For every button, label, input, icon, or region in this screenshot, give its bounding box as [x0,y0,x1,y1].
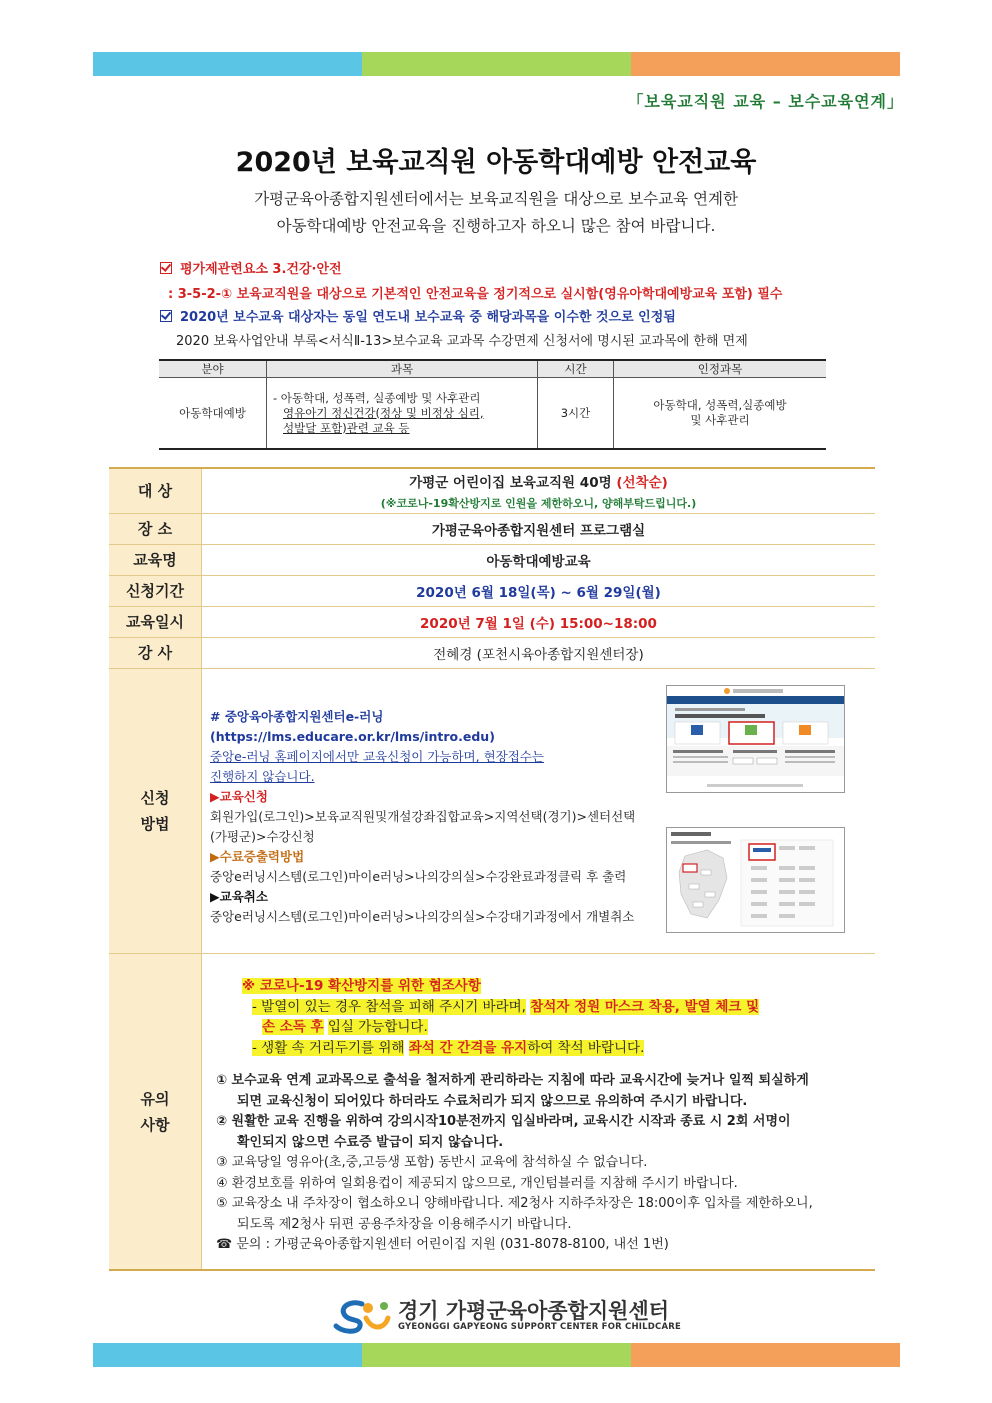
site-note-1: 중앙e-러닝 홈페이지에서만 교육신청이 가능하며, 현장접수는 [210,749,544,764]
caution-line-1a: - 발열이 있는 경우 참석을 피해 주시기 바라며, [252,998,526,1015]
value-place: 가평군육아종합지원센터 프로그램실 [431,523,646,539]
cell-course [267,378,538,450]
footer-logo [332,1296,681,1336]
value-target [202,469,875,513]
label-notes [109,954,202,1269]
label-course: 교육명 [109,545,202,575]
apply-content [202,669,875,951]
bottom-color-stripe [93,1343,900,1367]
course-line-2: 영유아기 정신건강(정상 및 비정상 심리, [283,405,484,420]
label-apply-1: 신청 [140,789,170,807]
apply-steps-2: (가평군)>수강신청 [210,829,315,844]
page-title: 2020년 보육교직원 아동학대예방 안전교육 [235,147,757,178]
col-field: 분야 [159,360,267,378]
checkbox-icon [160,310,172,322]
row-period [109,576,875,607]
caution-line-2a: 손 소독 후 [262,1019,324,1035]
label-place: 장 소 [109,514,202,544]
center-logo-icon [332,1296,392,1336]
row-target [109,469,875,514]
cell-recognized [614,378,827,450]
notice-1b: 되면 교육신청이 되어있다 하더라도 수료처리가 되지 않으므로 유의하여 주시기 바랍니다. [237,1093,748,1109]
label-apply-2: 방법 [140,815,170,833]
caution-line-3b: 좌석 간 간격을 유지 [408,1039,528,1056]
row-apply [109,669,875,954]
note-requirement: : 3-5-2-① 보육교직원을 대상으로 기본적인 안전교육을 정기적으로 실시함(영유아학대예방교육 포함) 필수 [168,287,783,302]
label-period: 신청기간 [109,576,202,606]
target-note: (선착순) [616,475,668,491]
site-url-link[interactable]: (https://lms.educare.or.kr/lms/intro.edu) [210,729,495,744]
label-date: 교육일시 [109,607,202,637]
target-text: 가평군 어린이집 보육교직원 40명 [409,475,612,491]
label-notes-1: 유의 [140,1089,170,1108]
site-note-2: 진행하지 않습니다. [210,769,315,784]
apply-steps-1: 회원가입(로그인)>보육교직원및개설강좌집합교육>지역선택(경기)>센터선택 [210,809,636,824]
target-sub: (※코로나-19확산방지로 인원을 제한하오니, 양해부탁드립니다.) [380,497,697,510]
row-course [109,545,875,576]
notes-content [202,954,875,1269]
caution-line-3c: 하여 착석 바랍니다. [527,1039,645,1056]
col-recognized: 인정과목 [614,360,827,378]
note-evaluation [160,258,342,277]
caution-line-2b: 입실 가능합니다. [327,1019,428,1035]
heading-certificate: ▶수료증출력방법 [210,849,305,864]
row-place [109,514,875,545]
note-recognition-text: 2020년 보수교육 대상자는 동일 연도내 보수교육 중 해당과목을 이수한 것으로 인정됨 [180,310,676,325]
cancel-steps: 중앙e러닝시스템(로그인)마이e러닝>나의강의실>수강대기과정에서 개별취소 [210,909,635,924]
row-lecturer [109,638,875,669]
certificate-steps: 중앙e러닝시스템(로그인)마이e러닝>나의강의실>수강완료과정클릭 후 출력 [210,869,627,884]
stripe-orange [631,52,900,76]
stripe-orange [631,1343,900,1367]
stripe-blue [93,52,362,76]
row-notes [109,954,875,1269]
value-period: 2020년 6월 18일(목) ~ 6월 29일(월) [416,585,661,601]
caution-title: ※ 코로나-19 확산방지를 위한 협조사항 [242,978,481,994]
notice-3: ③ 교육당일 영유아(초,중,고등생 포함) 동반시 교육에 참석하실 수 없습니다. [216,1155,648,1170]
intro-line-1: 가평군육아종합지원센터에서는 보육교직원을 대상으로 보수교육 연계한 [254,190,738,208]
cell-hours: 3시간 [538,378,614,450]
notice-5a: ⑤ 교육장소 내 주차장이 협소하오니 양해바랍니다. 제2청사 지하주차장은 18:00이후 입차를 제한하오니, [216,1196,813,1211]
col-hours: 시간 [538,360,614,378]
stripe-green [362,52,631,76]
notice-list [216,1071,866,1256]
elearning-homepage-screenshot [666,685,845,793]
notice-4: ④ 환경보호를 위하여 일회용컵이 제공되지 않으므로, 개인텀블러를 지참해 주시기 바랍니다. [216,1175,738,1191]
row-date [109,607,875,638]
info-table [109,467,875,1271]
footer-name: 경기 가평군육아종합지원센터 [398,1299,670,1323]
label-apply [109,669,202,953]
recognized-line-1: 아동학대, 성폭력,실종예방 [653,398,787,412]
cell-field: 아동학대예방 [159,378,267,450]
col-course: 과목 [267,360,538,378]
tagline: 「보육교직원 교육 – 보수교육연계」 [627,92,904,111]
label-notes-2: 사항 [140,1115,170,1134]
stripe-blue [93,1343,362,1367]
course-line-3: 성발달 포함)관련 교육 등 [283,420,410,435]
intro-text [0,186,992,240]
notice-5b: 되도록 제2청사 뒤편 공용주차장을 이용해주시기 바랍니다. [237,1216,572,1232]
note-recognition [160,306,676,325]
label-target: 대 상 [109,469,202,513]
value-lecturer: 전혜경 (포천시육아종합지원센터장) [433,647,644,663]
apply-text [210,707,655,927]
site-title: # 중앙육아종합지원센터e-러닝 [210,709,384,724]
caution-line-1b: 참석자 정원 마스크 착용, 발열 체크 및 [530,998,760,1015]
recognized-line-2: 및 사후관리 [690,413,750,427]
credit-table [159,359,826,450]
notice-2a: ② 원활한 교육 진행을 위하여 강의시작10분전까지 입실바라며, 교육시간 시작과 종료 시 2회 서명이 [216,1114,791,1129]
credit-table-header [159,360,826,378]
intro-line-2: 아동학대예방 안전교육을 진행하고자 하오니 많은 참여 바랍니다. [276,217,716,235]
note-exemption: 2020 보육사업안내 부록<서식Ⅱ-13>보수교육 교과목 수강면제 신청서에 명시된 교과목에 한해 면제 [176,334,748,349]
course-line-1: - 아동학대, 성폭력, 실종예방 및 사후관리 [273,390,481,405]
region-select-screenshot [666,827,845,933]
top-color-stripe [93,52,900,76]
label-lecturer: 강 사 [109,638,202,668]
footer-text [398,1300,681,1332]
checkbox-icon [160,262,172,274]
caution-line-3a: - 생활 속 거리두기를 위해 [252,1039,405,1056]
contact-info: ☎ 문의 : 가평군육아종합지원센터 어린이집 지원 (031-8078-8100, 내선 1번) [216,1237,669,1252]
notice-1a: ① 보수교육 연계 교과목으로 출석을 철저하게 관리하라는 지침에 따라 교육시간에 늦거나 일찍 퇴실하게 [216,1073,809,1088]
notice-2b: 확인되지 않으면 수료증 발급이 되지 않습니다. [237,1134,504,1150]
stripe-green [362,1343,631,1367]
value-date: 2020년 7월 1일 (수) 15:00~18:00 [420,616,657,632]
table-row [159,378,826,450]
note-evaluation-text: 평가제관련요소 3.건강·안전 [180,262,342,277]
covid-caution [242,976,759,1058]
heading-apply: ▶교육신청 [210,789,268,804]
footer-english: GYEONGGI GAPYEONG SUPPORT CENTER FOR CHILDCARE [398,1322,681,1332]
heading-cancel: ▶교육취소 [210,889,268,904]
value-course: 아동학대예방교육 [486,554,591,570]
